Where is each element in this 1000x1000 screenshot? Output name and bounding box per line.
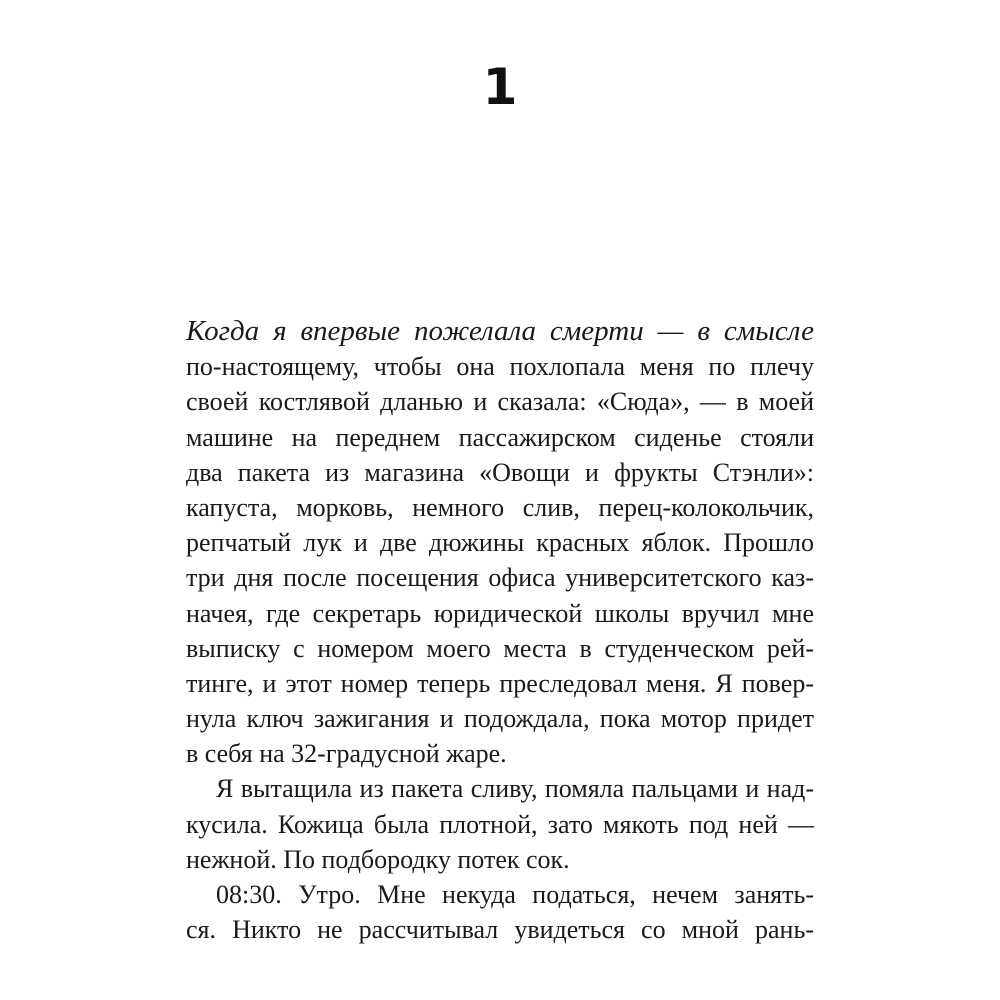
paragraph-line: выписку с номером моего места в студенческом рей- [186, 633, 814, 663]
paragraph-2 [186, 771, 814, 877]
paragraph-line: репчатый лук и две дюжины красных яблок. Прошло [186, 528, 814, 558]
paragraph-line: кусила. Кожица была плотной, зато мякоть под ней — [186, 809, 814, 839]
paragraph-line: нежной. По подбородку потек сок. [186, 844, 570, 874]
paragraph-line: начея, где секретарь юридической школы вручил мне [186, 598, 814, 628]
paragraph-1 [186, 314, 814, 771]
paragraph-line: капуста, морковь, немного слив, перец-колокольчик, [186, 492, 814, 522]
paragraph-line: тинге, и этот номер теперь преследовал меня. Я повер- [186, 668, 814, 698]
paragraph-line: нула ключ зажигания и подождала, пока мотор придет [186, 704, 814, 734]
paragraph-line: три дня после посещения офиса университетского каз- [186, 563, 814, 593]
paragraph-line: ся. Никто не рассчитывал увидеться со мной рань- [186, 915, 814, 945]
paragraph-line: Я вытащила из пакета сливу, помяла пальцами и над- [216, 774, 814, 804]
paragraph-line: 08:30. Утро. Мне некуда податься, нечем занять- [216, 880, 814, 909]
paragraph-line: своей костлявой дланью и сказала: «Сюда», — в моей [186, 387, 814, 417]
paragraph-line: в себя на 32-градусной жаре. [186, 739, 507, 769]
paragraph-line: два пакета из магазина «Овощи и фрукты Стэнли»: [186, 457, 814, 487]
paragraph-line: машине на переднем пассажирском сиденье стояли [186, 422, 814, 452]
paragraph-line-opening: Когда я впервые пожелала смерти — в смысле [186, 315, 814, 347]
paragraph-line: по-настоящему, чтобы она похлопала меня по плечу [186, 352, 814, 382]
chapter-text [186, 314, 814, 947]
chapter-number: 1 [482, 58, 518, 116]
paragraph-3 [186, 877, 814, 947]
